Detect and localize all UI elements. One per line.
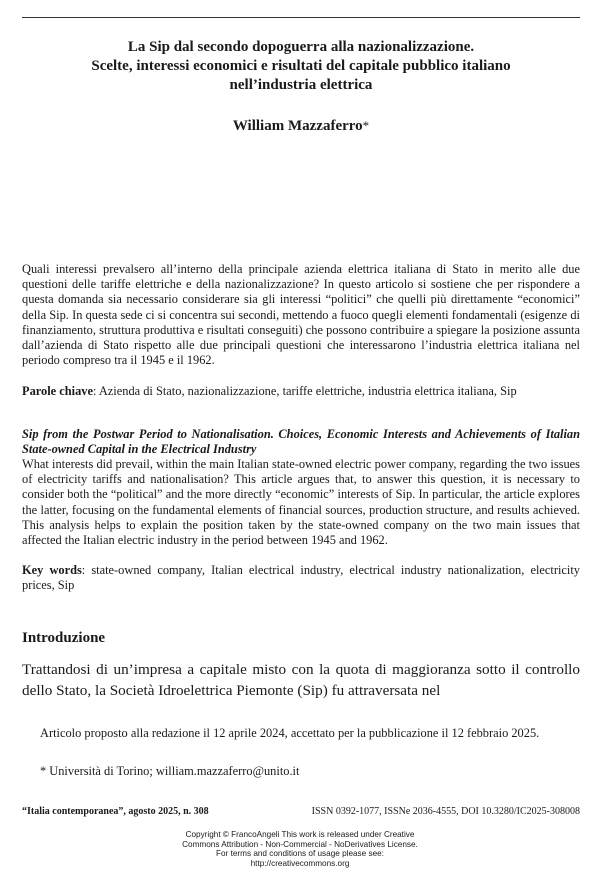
author-line — [22, 117, 580, 136]
license-line-4: http://creativecommons.org — [250, 858, 350, 868]
body-paragraph: Trattandosi di un’impresa a capitale misto con la quota di maggioranza sotto il controllo dello Stato, la Società Idroelettrica Piemonte (Sip) fu attraversata nel — [22, 661, 580, 699]
keywords-italian-label: Parole chiave — [22, 384, 93, 398]
footnote-submission: Articolo proposto alla redazione il 12 aprile 2024, accettato per la pubblicazione il 12 febbraio 2025. — [40, 726, 540, 740]
journal-footer — [22, 805, 580, 818]
section-heading-introduzione: Introduzione — [22, 630, 106, 646]
top-rule — [22, 17, 580, 18]
abstract-english: What interests did prevail, within the main Italian state-owned electric power company, regarding the two issues of electricity tariffs and nationalisation? This article argues that, to answer this question, it is necessary to consider both the “political” and the more directly “economic” interests of Sip. In particular, the article explores the latter, focusing on the fundamental elements of financial sources, production structure, and results achieved. This analysis helps to explain the position taken by the state-owned company on the two main issues that affected the Italian electric industry in the period between 1945 and 1962. — [22, 457, 580, 548]
keywords-italian — [22, 384, 580, 399]
keywords-italian-text: : Azienda di Stato, nazionalizzazione, tariffe elettriche, industria elettrica italiana, Sip — [93, 384, 517, 398]
keywords-english — [22, 563, 580, 593]
author-footnote-mark: * — [362, 118, 370, 133]
english-title: Sip from the Postwar Period to Nationalisation. Choices, Economic Interests and Achievements of Italian State-owned Capital in the Electrical Industry — [22, 427, 580, 457]
license-line-2: Commons Attribution - Non-Commercial - NoDerivatives License. — [182, 839, 418, 849]
title-line-1: La Sip dal secondo dopoguerra alla nazionalizzazione. — [127, 39, 475, 55]
license-line-1: Copyright © FrancoAngeli This work is released under Creative — [185, 830, 415, 839]
keywords-english-label: Key words — [22, 563, 82, 577]
title-line-3: nell’industria elettrica — [229, 77, 373, 93]
title-line-2: Scelte, interessi economici e risultati del capitale pubblico italiano — [91, 58, 511, 74]
license-line-3: For terms and conditions of usage please see: — [216, 849, 384, 859]
footnote-affiliation: * Università di Torino; william.mazzaferro@unito.it — [40, 764, 300, 778]
author-name: William Mazzaferro — [232, 118, 363, 134]
license-notice — [100, 830, 500, 868]
article-title — [22, 38, 580, 95]
journal-identifiers: ISSN 0392-1077, ISSNe 2036-4555, DOI 10.3280/IC2025-308008 — [311, 806, 580, 817]
abstract-italian: Quali interessi prevalsero all’interno della principale azienda elettrica italiana di Stato in merito alle due questioni delle tariffe elettriche e della nazionalizzazione? In questo articolo si sostiene che per rispondere a questa domanda sia necessario considerare sia gli interessi “politici” che quelli più direttamente “economici” della Sip. In questa sede ci si concentra sui secondi, mettendo a fuoco quegli elementi fondamentali (esigenze di finanziamento, struttura produttiva e risultati conseguiti) che possono contribuire a spiegare la posizione assunta dall’azienda di Stato rispetto alle due principali questioni che interessarono l’industria elettrica italiana nel periodo compreso tra il 1945 e il 1962. — [22, 262, 580, 368]
keywords-english-text: : state-owned company, Italian electrical industry, electrical industry nationalization, electricity prices, Sip — [22, 563, 580, 593]
journal-citation: “Italia contemporanea”, agosto 2025, n. 308 — [22, 806, 209, 817]
